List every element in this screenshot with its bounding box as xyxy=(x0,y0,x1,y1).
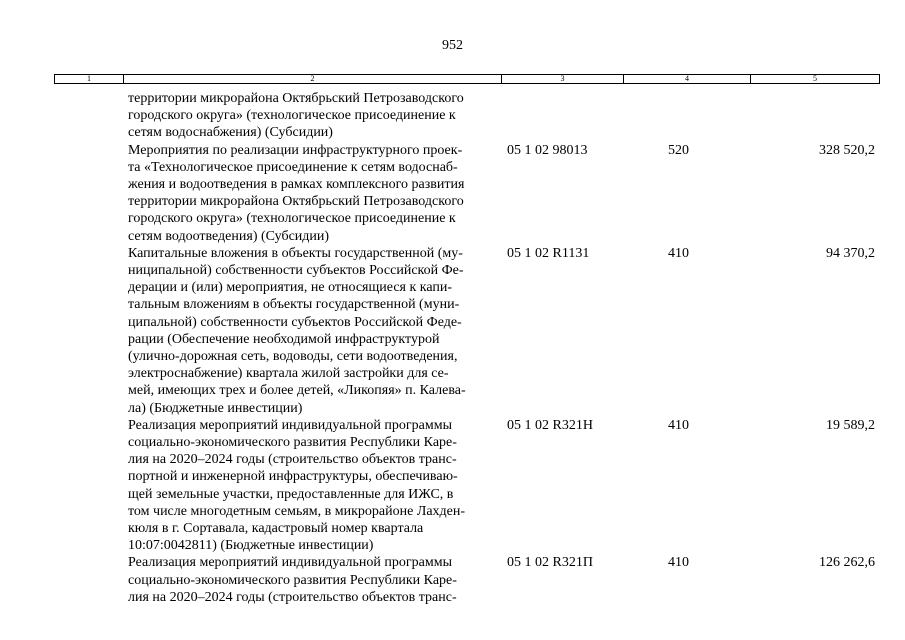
description-line: кюля в г. Сортавала, кадастровый номер квартала xyxy=(128,521,424,537)
description-line: социально-экономического развития Республики Каре- xyxy=(128,435,457,451)
row-description xyxy=(128,554,503,606)
description-line: Капитальные вложения в объекты государственной (му- xyxy=(128,245,463,261)
row-code: 05 1 02 98013 xyxy=(507,142,588,158)
description-line: рации (Обеспечение необходимой инфраструктурой xyxy=(128,331,440,347)
description-line: территории микрорайона Октябрьский Петрозаводского xyxy=(128,91,464,106)
row-expense-type: 410 xyxy=(668,417,689,433)
description-line: Мероприятия по реализации инфраструктурного проек- xyxy=(128,142,463,158)
description-line: сетям водоснабжения) (Субсидии) xyxy=(128,125,333,141)
table-body xyxy=(128,90,888,606)
row-amount: 126 262,6 xyxy=(819,555,875,571)
table-row xyxy=(128,417,888,555)
description-line: ниципальной) собственности субъектов Российской Фе- xyxy=(128,263,464,279)
page-number: 952 xyxy=(442,38,463,53)
row-code: 05 1 02 R321П xyxy=(507,555,593,571)
table-row xyxy=(128,554,888,606)
row-description xyxy=(128,90,503,142)
table-row xyxy=(128,142,888,245)
description-line: ципальной) собственности субъектов Российской Феде- xyxy=(128,314,462,330)
header-cell-5: 5 xyxy=(813,74,817,83)
row-expense-type: 410 xyxy=(668,555,689,571)
description-line: портной и инженерной инфраструктуры, обеспечиваю- xyxy=(128,469,458,485)
row-amount: 94 370,2 xyxy=(826,245,875,261)
description-line: Реализация мероприятий индивидуальной программы xyxy=(128,417,452,433)
description-line: социально-экономического развития Республики Каре- xyxy=(128,572,457,588)
description-line: 10:07:0042811) (Бюджетные инвестиции) xyxy=(128,538,374,554)
header-cell-2: 2 xyxy=(124,75,502,83)
row-description xyxy=(128,142,503,245)
description-line: лия на 2020–2024 годы (строительство объектов транс- xyxy=(128,589,457,605)
description-line: ла) (Бюджетные инвестиции) xyxy=(128,400,303,416)
row-description xyxy=(128,417,503,555)
row-amount: 328 520,2 xyxy=(819,142,875,158)
row-expense-type: 410 xyxy=(668,245,689,261)
description-line: (улично-дорожная сеть, водоводы, сети водоотведения, xyxy=(128,349,458,365)
description-line: электроснабжение) квартала жилой застройки для се- xyxy=(128,366,449,382)
table-row xyxy=(128,245,888,417)
description-line: дерации и (или) мероприятия, не относящиеся к капи- xyxy=(128,280,453,296)
row-amount: 19 589,2 xyxy=(826,417,875,433)
row-description xyxy=(128,245,503,417)
description-line: Реализация мероприятий индивидуальной программы xyxy=(128,555,452,571)
header-cell-1: 1 xyxy=(55,75,124,83)
row-expense-type: 520 xyxy=(668,142,689,158)
description-line: та «Технологическое присоединение к сетям водоснаб- xyxy=(128,159,458,175)
row-code: 05 1 02 R1131 xyxy=(507,245,590,261)
header-cell-3: 3 xyxy=(502,75,624,83)
description-line: жения и водоотведения в рамках комплексного развития xyxy=(128,177,465,193)
description-line: территории микрорайона Октябрьский Петрозаводского xyxy=(128,194,464,210)
description-line: тальным вложениям в объекты государственной (муни- xyxy=(128,297,460,313)
description-line: щей земельные участки, предоставленные для ИЖС, в xyxy=(128,486,454,502)
description-line: сетям водоотведения) (Субсидии) xyxy=(128,228,330,244)
description-line: том числе многодетным семьям, в микрорайоне Лахден- xyxy=(128,503,466,519)
header-cell-4: 4 xyxy=(624,75,751,83)
row-code: 05 1 02 R321Н xyxy=(507,417,593,433)
table-row xyxy=(128,90,888,142)
description-line: городского округа» (технологическое присоединение к xyxy=(128,108,456,124)
table-header-row xyxy=(54,74,880,84)
description-line: лия на 2020–2024 годы (строительство объектов транс- xyxy=(128,452,457,468)
description-line: мей, имеющих трех и более детей, «Ликопяя» п. Калева- xyxy=(128,383,466,399)
description-line: городского округа» (технологическое присоединение к xyxy=(128,211,456,227)
